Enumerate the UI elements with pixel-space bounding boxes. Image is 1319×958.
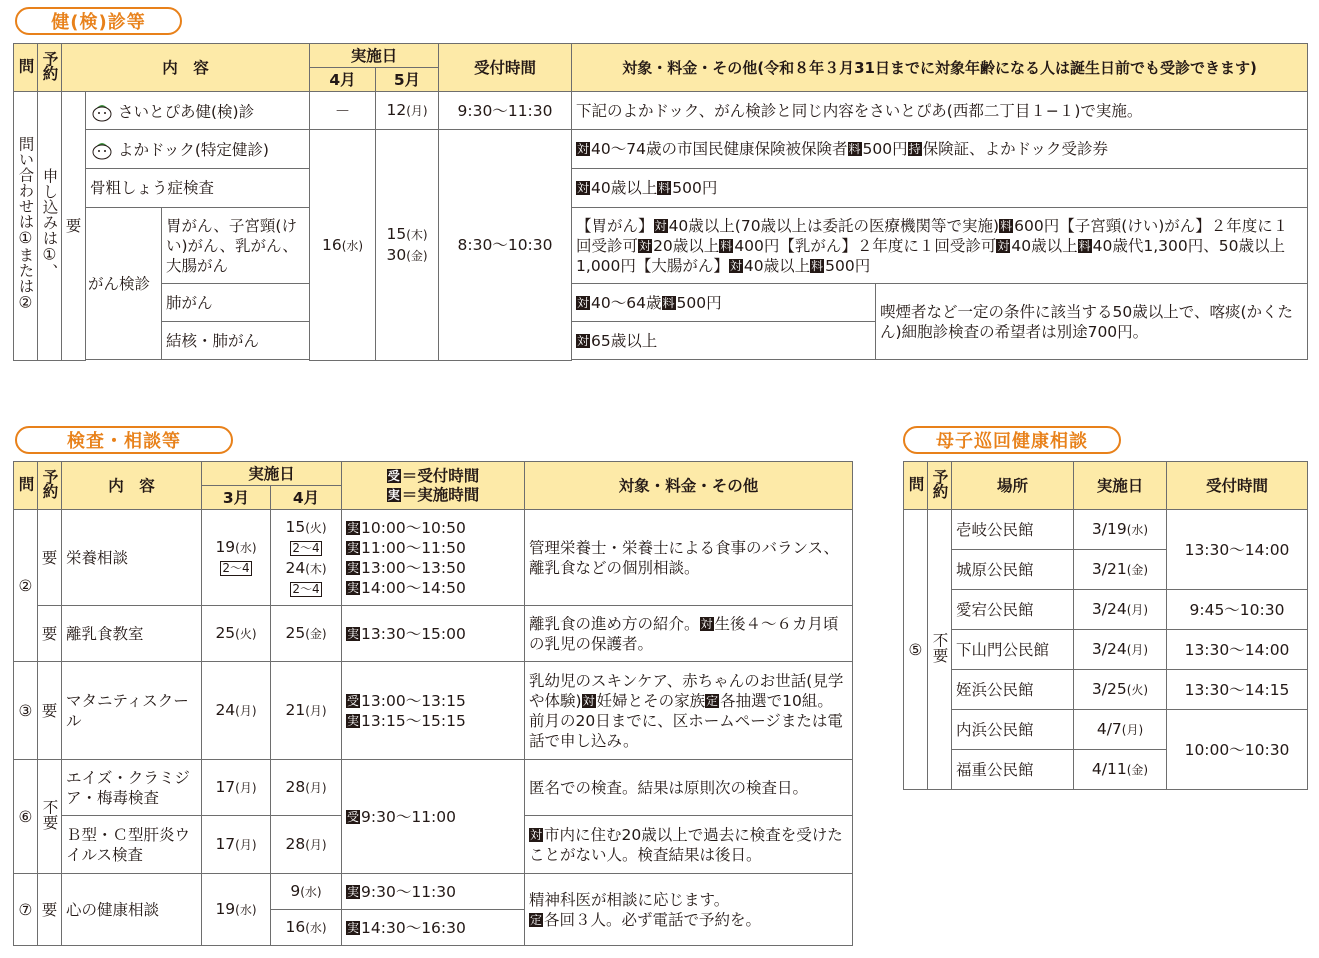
date-cell: 3/21(金): [1074, 550, 1167, 590]
header-uketsuke: 受付時間: [439, 44, 572, 92]
hep-mar: 17(月): [202, 816, 271, 874]
mascot-icon: [90, 100, 114, 122]
date-cell: 4/11(金): [1074, 750, 1167, 790]
haigan-note: 対 40～64歳料 500円: [572, 284, 876, 322]
place-cell: 姪浜公民館: [952, 670, 1074, 710]
aids-apr: 28(月): [271, 760, 342, 816]
row-haigan: 肺がん: [162, 284, 310, 322]
place-cell: 城原公民館: [952, 550, 1074, 590]
time-cell: 13:30～14:00: [1167, 510, 1308, 590]
rinyu-mar: 25(火): [202, 606, 271, 662]
kokoro-apr1: 9(水): [271, 874, 342, 910]
place-cell: 内浜公民館: [952, 710, 1074, 750]
header-yoyaku: 予約: [928, 462, 952, 510]
apr-common: 16(水): [310, 130, 376, 361]
saitopia-note: 下記のよかドック、がん検診と同じ内容をさいとぴあ(西都二丁目１−１)で実施。: [572, 92, 1308, 130]
yoyaku-kokoro: 要: [38, 874, 62, 946]
header-toi: 問: [904, 462, 928, 510]
yoyaku-rinyu: 要: [38, 606, 62, 662]
place-cell: 福重公民館: [952, 750, 1074, 790]
date-cell: 3/19(水): [1074, 510, 1167, 550]
saitopia-apr: －: [310, 92, 376, 130]
header-date: 実施日: [1074, 462, 1167, 510]
header-place: 場所: [952, 462, 1074, 510]
date-cell: 3/25(火): [1074, 670, 1167, 710]
kokoro-note: 精神科医が相談に応じます。 定 各回３人。必ず電話で予約を。: [525, 874, 853, 946]
aids-note: 匿名での検査。結果は原則次の検査日。: [525, 760, 853, 816]
header-jisshi: 実施日: [310, 44, 439, 68]
row-saitopia: さいとぴあ健(検)診: [86, 92, 310, 130]
aids-mar: 17(月): [202, 760, 271, 816]
date-cell: 3/24(月): [1074, 590, 1167, 630]
may-common: 15(木) 30(金): [376, 130, 439, 361]
eiyo-apr: 15(火) 2～4 24(木) 2～4: [271, 510, 342, 606]
row-kekkaku: 結核・肺がん: [162, 322, 310, 360]
time-common: 8:30～10:30: [439, 130, 572, 361]
header-jisshi: 実施日: [202, 462, 342, 486]
row-hepatitis: Ｂ型・Ｃ型肝炎ウイルス検査: [62, 816, 202, 874]
toi-6: ⑥: [14, 760, 38, 874]
row-yokadock: よかドック(特定健診): [86, 130, 310, 169]
toi-cell: 問い合わせは①または②: [14, 92, 38, 361]
yoyaku-eiyo: 要: [38, 510, 62, 606]
yokadock-note: 対 40～74歳の市国民健康保険被保険者料 500円持 保険証、よかドック受診券: [572, 130, 1308, 169]
row-kokoro: 心の健康相談: [62, 874, 202, 946]
header-apr: 4月: [310, 68, 376, 92]
header-apr: 4月: [271, 486, 342, 510]
mata-apr: 21(月): [271, 662, 342, 760]
time-cell: 10:00～10:30: [1167, 710, 1308, 790]
saitopia-time: 9:30～11:30: [439, 92, 572, 130]
toi-3: ③: [14, 662, 38, 760]
header-taisho: 対象・料金・その他(令和８年３月31日までに対象年齢になる人は誕生日前でも受診できます): [572, 44, 1308, 92]
kokoro-time1: 実 9:30～11:30: [342, 874, 525, 910]
rinyu-time: 実 13:30～15:00: [342, 606, 525, 662]
header-may: 5月: [376, 68, 439, 92]
header-toi: 問: [14, 44, 38, 92]
header-time: 受付時間: [1167, 462, 1308, 510]
boshi-table: [903, 461, 1308, 790]
moushikomi-cell: 申し込みは①、: [38, 92, 62, 361]
time-cell: 13:30～14:15: [1167, 670, 1308, 710]
yoyaku-cell: 要: [62, 92, 86, 361]
time-cell: 13:30～14:00: [1167, 630, 1308, 670]
place-cell: 愛宕公民館: [952, 590, 1074, 630]
yoyaku-mata: 要: [38, 662, 62, 760]
place-cell: 下山門公民館: [952, 630, 1074, 670]
header-taisho: 対象・料金・その他: [525, 462, 853, 510]
date-cell: 3/24(月): [1074, 630, 1167, 670]
kokoro-time2: 実 14:30～16:30: [342, 910, 525, 946]
section-title-soudan: 検査・相談等: [15, 426, 233, 454]
header-toi: 問: [14, 462, 38, 510]
header-time: 受 ＝受付時間 実 ＝実施時間: [342, 462, 525, 510]
soudan-table: [13, 461, 853, 946]
kokoro-apr2: 16(水): [271, 910, 342, 946]
mascot-icon: [90, 138, 114, 160]
toi-2: ②: [14, 510, 38, 662]
header-naiyo: 内 容: [62, 44, 310, 92]
kakutan-note: 喫煙者など一定の条件に該当する50歳以上で、喀痰(かくたん)細胞診検査の希望者は別途700円。: [876, 284, 1308, 360]
eiyo-note: 管理栄養士・栄養士による食事のバランス、離乳食などの個別相談。: [525, 510, 853, 606]
row-mata: マタニティスクール: [62, 662, 202, 760]
toi-5: ⑤: [904, 510, 928, 790]
header-yoyaku: 予約: [38, 462, 62, 510]
toi-7: ⑦: [14, 874, 38, 946]
hep-note: 対 市内に住む20歳以上で過去に検査を受けたことがない人。検査結果は後日。: [525, 816, 853, 874]
kenshin-table: [13, 43, 1308, 361]
mata-mar: 24(月): [202, 662, 271, 760]
header-naiyo: 内 容: [62, 462, 202, 510]
rinyu-apr: 25(金): [271, 606, 342, 662]
mata-times: 受 13:00～13:15 実 13:15～15:15: [342, 662, 525, 760]
saitopia-may: 12(月): [376, 92, 439, 130]
eiyo-times: 実 10:00～10:50 実 11:00～11:50 実 13:00～13:50 実 14:00～14:50: [342, 510, 525, 606]
header-yoyaku: 予約: [38, 44, 62, 92]
yoyaku-fuyo: 不要: [928, 510, 952, 790]
place-cell: 壱岐公民館: [952, 510, 1074, 550]
kotsusoshou-note: 対 40歳以上料 500円: [572, 169, 1308, 208]
date-cell: 4/7(月): [1074, 710, 1167, 750]
section-title-kenshin: 健(検)診等: [15, 7, 182, 35]
hep-apr: 28(月): [271, 816, 342, 874]
row-eiyo: 栄養相談: [62, 510, 202, 606]
rinyu-note: 離乳食の進め方の紹介。対 生後４～６カ月頃の乳児の保護者。: [525, 606, 853, 662]
kokoro-mar: 19(水): [202, 874, 271, 946]
gan-kenshin-label: がん検診: [86, 208, 162, 360]
section-title-boshi: 母子巡回健康相談: [903, 426, 1121, 454]
row-aids: エイズ・クラミジア・梅毒検査: [62, 760, 202, 816]
header-mar: 3月: [202, 486, 271, 510]
eiyo-mar: 19(水) 2～4: [202, 510, 271, 606]
row-gan-multi: 胃がん、子宮頸(けい)がん、乳がん、大腸がん: [162, 208, 310, 284]
yoyaku-aids: 不要: [38, 760, 62, 874]
row-rinyu: 離乳食教室: [62, 606, 202, 662]
mata-note: 乳幼児のスキンケア、赤ちゃんのお世話(見学や体験)対 妊婦とその家族定 各抽選で10組。前月の20日までに、区ホームページまたは電話で申し込み。: [525, 662, 853, 760]
kekkaku-note: 対 65歳以上: [572, 322, 876, 360]
time-cell: 9:45～10:30: [1167, 590, 1308, 630]
row-kotsusoshou: 骨粗しょう症検査: [86, 169, 310, 208]
aids-time: 受 9:30～11:00: [342, 760, 525, 874]
gan-multi-note: 【胃がん】対 40歳以上(70歳以上は委託の医療機関等で実施)料 600円【子宮頸(けい)がん】２年度に１回受診可対 20歳以上料 400円【乳がん】２年度に１回受診可対 40歳以上料 40歳代1,300円、50歳以上1,000円【大腸がん】対 40歳以上料 500円: [572, 208, 1308, 284]
